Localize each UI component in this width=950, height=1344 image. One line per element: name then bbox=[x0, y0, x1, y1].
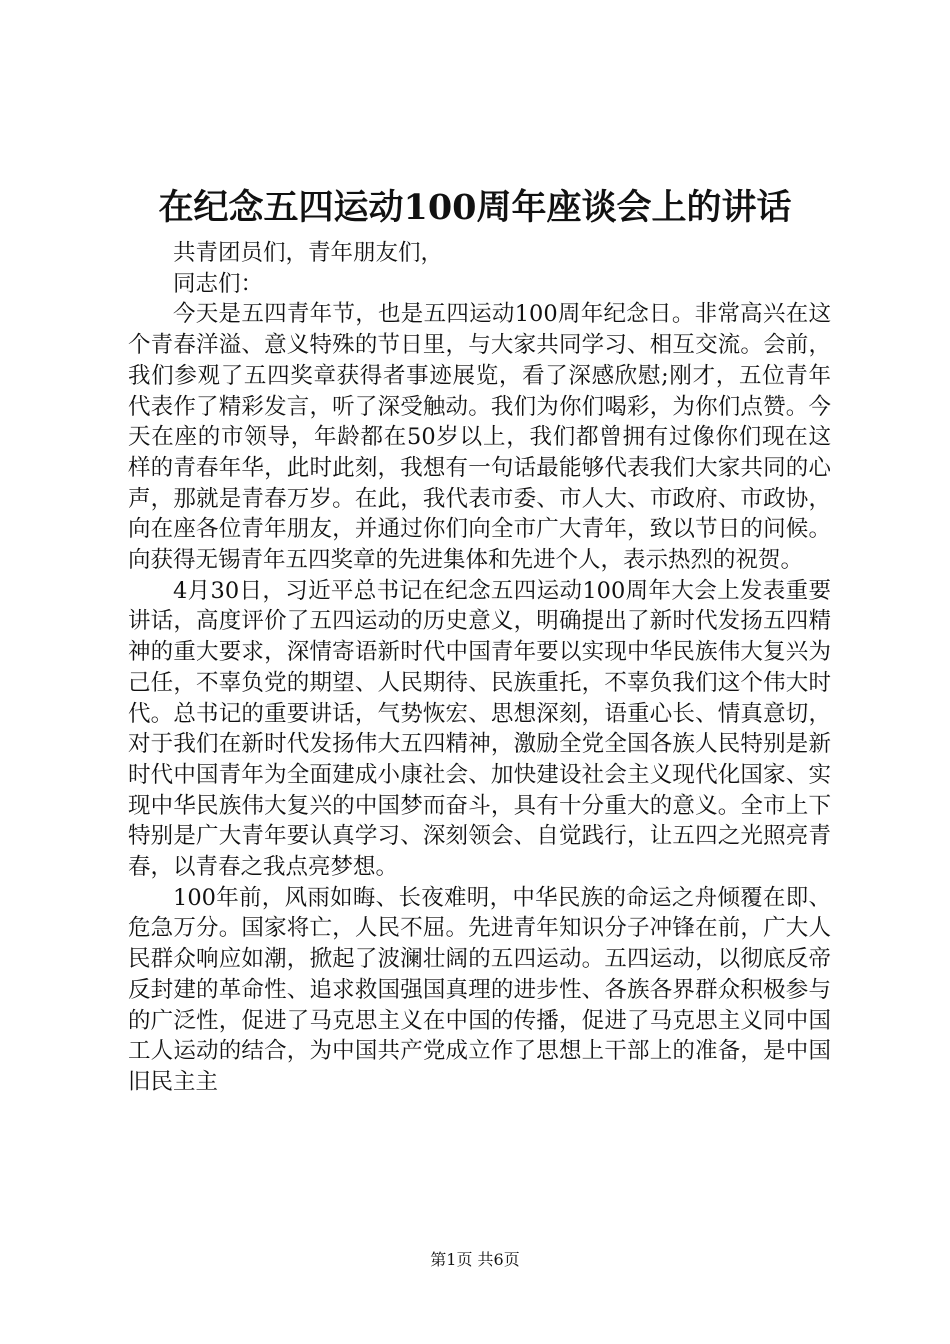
greeting-line: 共青团员们，青年朋友们， bbox=[173, 240, 444, 266]
body-paragraph: 4月30日，习近平总书记在纪念五四运动100周年大会上发表重要讲话，高度评价了五四运动的历史意义，明确提出了新时代发扬五四精神的重大要求，深情寄语新时代中国青年要以实现中华民族伟大复兴为己任，不辜负党的期望、人民期待、民族重托，不辜负我们这个伟大时代。总书记的重要讲话，气势恢宏、思想深刻，语重心长、情真意切，对于我们在新时代发扬伟大五四精神，激励全党全国各族人民特别是新时代中国青年为全面建成小康社会、加快建设社会主义现代化国家、实现中华民族伟大复兴的中国梦而奋斗，具有十分重大的意义。全市上下特别是广大青年要认真学习、深刻领会、自觉践行，让五四之光照亮青春，以青春之我点亮梦想。 bbox=[128, 577, 831, 881]
page-number-footer: 第1页 共6页 bbox=[430, 1250, 520, 1269]
greeting-line: 同志们： bbox=[173, 270, 264, 297]
document-body bbox=[128, 238, 831, 1098]
body-paragraph: 100年前，风雨如晦、长夜难明，中华民族的命运之舟倾覆在即、危急万分。国家将亡，人民不屈。先进青年知识分子冲锋在前，广大人民群众响应如潮，掀起了波澜壮阔的五四运动。五四运动，以彻底反帝反封建的革命性、追求救国强国真理的进步性、各族各界群众积极参与的广泛性，促进了马克思主义在中国的传播，促进了马克思主义同中国工人运动的结合，为中国共产党成立作了思想上干部上的准备，是中国旧民主主 bbox=[128, 884, 831, 1095]
page-title: 在纪念五四运动100周年座谈会上的讲话 bbox=[158, 187, 792, 228]
body-paragraph: 今天是五四青年节，也是五四运动100周年纪念日。非常高兴在这个青春洋溢、意义特殊的节日里，与大家共同学习、相互交流。会前，我们参观了五四奖章获得者事迹展览，看了深感欣慰;刚才，五位青年代表作了精彩发言，听了深受触动。我们为你们喝彩，为你们点赞。今天在座的市领导，年龄都在50岁以上，我们都曾拥有过像你们现在这样的青春年华，此时此刻，我想有一句话最能够代表我们大家共同的心声，那就是青春万岁。在此，我代表市委、市人大、市政府、市政协，向在座各位青年朋友，并通过你们向全市广大青年，致以节日的问候。向获得无锡青年五四奖章的先进集体和先进个人，表示热烈的祝贺。 bbox=[128, 301, 831, 574]
